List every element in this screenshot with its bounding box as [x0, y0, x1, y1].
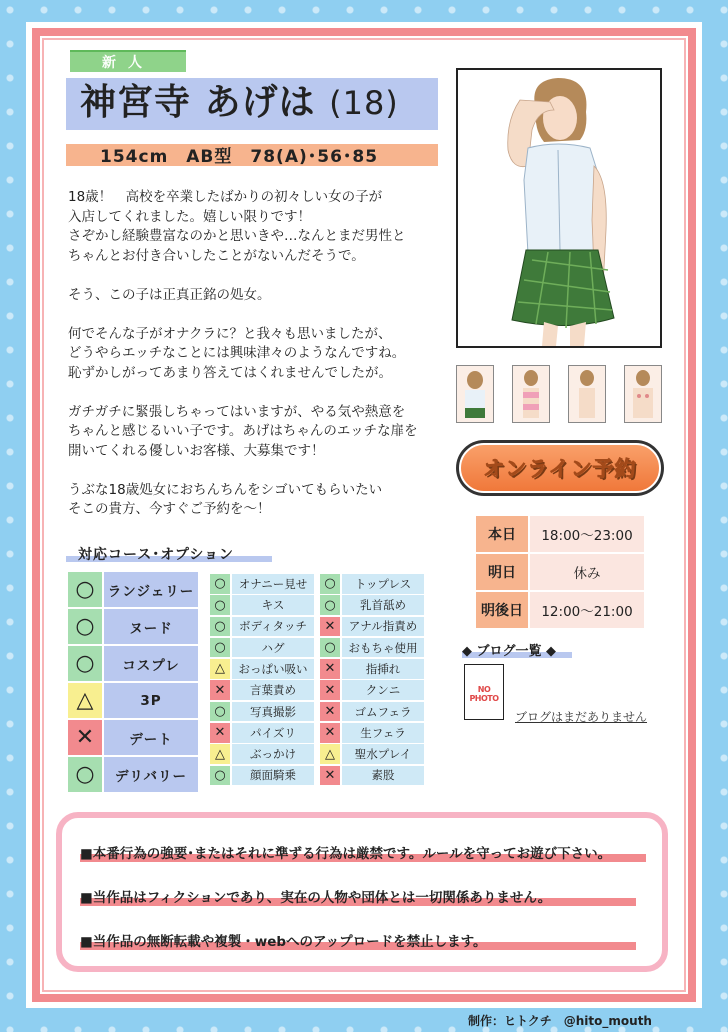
option-status-icon: ○ [320, 595, 340, 615]
option-row [210, 595, 314, 615]
course-label: デート [104, 720, 198, 755]
course-label: コスプレ [104, 646, 198, 681]
option-status-icon: △ [210, 659, 230, 679]
option-label: パイズリ [232, 723, 314, 743]
option-status-icon: ○ [210, 574, 230, 594]
description-paragraph: ガチガチに緊張しちゃってはいますが、やる気や熱意を ちゃんと感じるいい子です。あげはちゃんのエッチな扉を 開いてくれる優しいお客様、大募集です！ [68, 403, 418, 459]
blog-list-title: ◆ ブログ一覧 ◆ [462, 644, 557, 659]
option-status-icon: ○ [210, 766, 230, 786]
course-label: ランジェリー [104, 572, 198, 607]
option-row [320, 574, 424, 594]
option-status-icon: ✕ [320, 702, 340, 722]
girl-illustration [458, 70, 660, 346]
option-status-icon: ✕ [320, 680, 340, 700]
option-row [210, 617, 314, 637]
course-row [68, 757, 198, 792]
option-label: クンニ [342, 680, 424, 700]
option-row [320, 744, 424, 764]
course-row [68, 720, 198, 755]
description-paragraph: そう、この子は正真正銘の処女。 [68, 286, 271, 303]
option-label: ぶっかけ [232, 744, 314, 764]
blog-no-photo: NO PHOTO [464, 664, 504, 720]
schedule-time: 休み [530, 554, 644, 590]
schedule-time: 12:00〜21:00 [530, 592, 644, 628]
credit-text: 制作：ヒトクチ @hito_mouth [468, 1014, 652, 1028]
schedule-day: 本日 [476, 516, 528, 552]
option-row [320, 617, 424, 637]
thumbnail-image [625, 366, 661, 422]
option-label: キス [232, 595, 314, 615]
course-status-icon: ✕ [68, 720, 102, 755]
option-label: アナル指責め [342, 617, 424, 637]
thumbnail-2[interactable] [512, 365, 550, 423]
profile-photo[interactable] [456, 68, 662, 348]
option-status-icon: ○ [320, 574, 340, 594]
schedule-row [476, 592, 644, 628]
option-row [210, 702, 314, 722]
description-paragraph: うぶな18歳処女におちんちんをシゴいてもらいたい そこの貴方、今すぐご予約を〜！ [68, 481, 383, 517]
option-label: 指挿れ [342, 659, 424, 679]
option-label: トップレス [342, 574, 424, 594]
options-title: 対応コース･オプション [78, 547, 235, 563]
option-label: ボディタッチ [232, 617, 314, 637]
option-label: 聖水プレイ [342, 744, 424, 764]
option-status-icon: ○ [210, 702, 230, 722]
blog-empty-link[interactable]: ブログはまだありません [515, 710, 648, 724]
course-table [68, 572, 198, 794]
option-row [210, 638, 314, 658]
description-paragraph: 何でそんな子がオナクラに？と我々も思いましたが、 どうやらエッチなことには興味津々のようなんですね。 恥ずかしがってあまり答えてはくれませんでしたが。 [68, 325, 406, 381]
schedule-day: 明後日 [476, 592, 528, 628]
option-label: おっぱい吸い [232, 659, 314, 679]
option-row [210, 723, 314, 743]
course-row [68, 646, 198, 681]
course-label: 3P [104, 683, 198, 718]
option-label: ゴムフェラ [342, 702, 424, 722]
notice-line: ■当作品はフィクションであり、実在の人物や団体とは一切関係ありません。 [80, 890, 552, 906]
option-row [210, 574, 314, 594]
schedule-row [476, 554, 644, 590]
course-status-icon: ○ [68, 572, 102, 607]
course-row [68, 572, 198, 607]
thumbnail-image [513, 366, 549, 422]
schedule-time: 18:00〜23:00 [530, 516, 644, 552]
course-status-icon: △ [68, 683, 102, 718]
option-status-icon: ✕ [320, 723, 340, 743]
option-label: 写真撮影 [232, 702, 314, 722]
course-row [68, 609, 198, 644]
course-label: ヌード [104, 609, 198, 644]
course-status-icon: ○ [68, 609, 102, 644]
option-status-icon: ✕ [320, 766, 340, 786]
option-status-icon: ✕ [210, 723, 230, 743]
option-row [320, 723, 424, 743]
option-status-icon: ○ [210, 638, 230, 658]
option-label: 素股 [342, 766, 424, 786]
option-status-icon: ○ [210, 617, 230, 637]
course-status-icon: ○ [68, 646, 102, 681]
option-row [320, 766, 424, 786]
option-row [210, 659, 314, 679]
thumbnail-1[interactable] [456, 365, 494, 423]
online-reservation-button-face [459, 443, 661, 493]
thumbnail-image [457, 366, 493, 422]
option-status-icon: ○ [320, 638, 340, 658]
online-reservation-label: オンライン予約 [483, 457, 637, 481]
schedule-day: 明日 [476, 554, 528, 590]
notice-line: ■当作品の無断転載や複製・webへのアップロードを禁止します。 [80, 934, 487, 950]
photo-thumbnails [456, 365, 664, 423]
option-row [210, 680, 314, 700]
thumbnail-3[interactable] [568, 365, 606, 423]
course-label: デリバリー [104, 757, 198, 792]
course-status-icon: ○ [68, 757, 102, 792]
option-label: 生フェラ [342, 723, 424, 743]
course-row [68, 683, 198, 718]
option-label: オナニー見せ [232, 574, 314, 594]
notice-line: ■本番行為の強要･またはそれに準ずる行為は厳禁です。ルールを守ってお遊び下さい。 [80, 846, 612, 862]
option-status-icon: △ [320, 744, 340, 764]
profile-name [80, 74, 399, 125]
option-label: おもちゃ使用 [342, 638, 424, 658]
option-label: ハグ [232, 638, 314, 658]
schedule-table [476, 516, 644, 630]
description-paragraph: 18歳！ 高校を卒業したばかりの初々しい女の子が 入店してくれました。嬉しい限りです！ さぞかし経験豊富なのかと思いきや…なんとまだ男性と ちゃんとお付き合いしたことがないんだそうで。 [68, 189, 406, 264]
schedule-row [476, 516, 644, 552]
profile-age: (18) [329, 84, 399, 122]
option-row [320, 680, 424, 700]
option-row [320, 595, 424, 615]
option-row [320, 638, 424, 658]
profile-stats: 154cm AB型 78(A)･56･85 [100, 147, 379, 167]
option-label: 乳首舐め [342, 595, 424, 615]
option-row [210, 766, 314, 786]
profile-name-text: 神宮寺 あげは [80, 82, 316, 123]
option-row [320, 702, 424, 722]
profile-description [68, 188, 448, 539]
new-badge: 新人 [70, 50, 186, 72]
thumbnail-4[interactable] [624, 365, 662, 423]
option-status-icon: ✕ [210, 680, 230, 700]
option-status-icon: ✕ [320, 659, 340, 679]
online-reservation-button[interactable] [456, 440, 664, 496]
option-status-icon: ○ [210, 595, 230, 615]
option-label: 顔面騎乗 [232, 766, 314, 786]
options-column-right [320, 574, 424, 787]
option-row [210, 744, 314, 764]
option-status-icon: ✕ [320, 617, 340, 637]
option-status-icon: △ [210, 744, 230, 764]
option-label: 言葉責め [232, 680, 314, 700]
options-column-left [210, 574, 314, 787]
option-row [320, 659, 424, 679]
thumbnail-image [569, 366, 605, 422]
